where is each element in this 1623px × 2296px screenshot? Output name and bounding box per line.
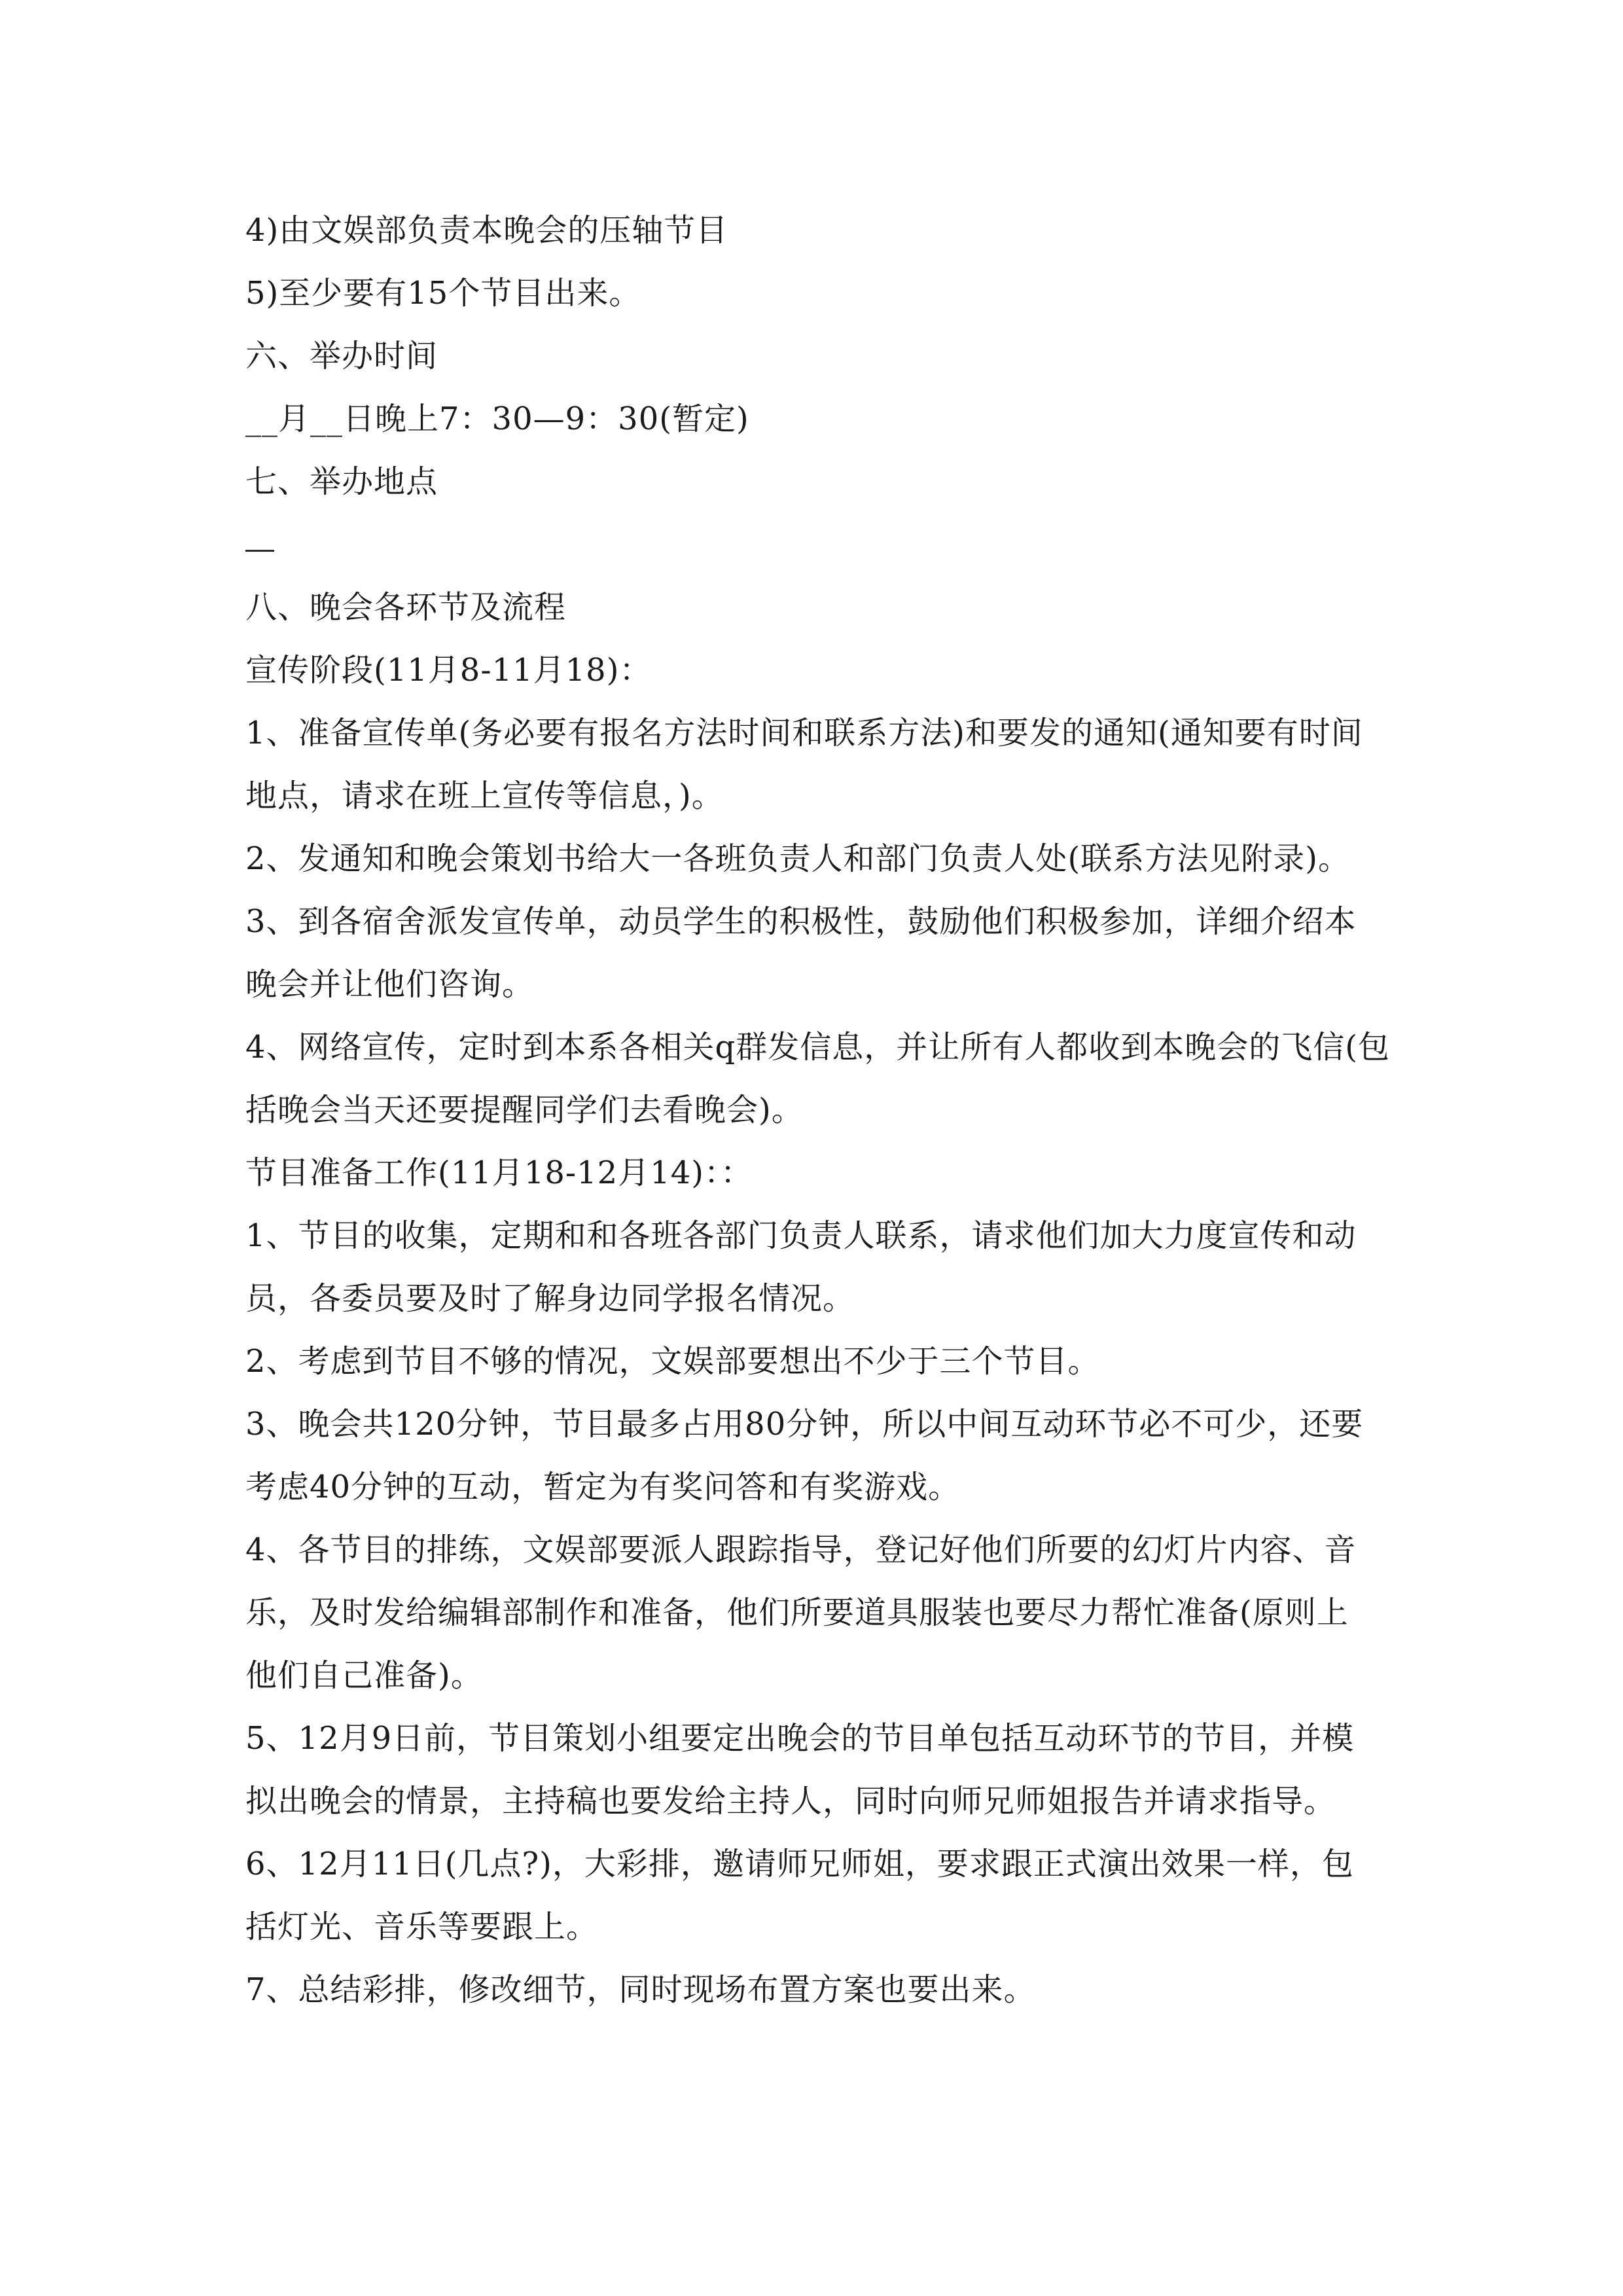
text-line: 2、考虑到节目不够的情况，文娱部要想出不少于三个节目。	[245, 1343, 1100, 1380]
text-line: 拟出晚会的情景，主持稿也要发给主持人，同时向师兄师姐报告并请求指导。	[245, 1783, 1336, 1820]
text-line: 括灯光、音乐等要跟上。	[245, 1909, 599, 1945]
text-line: 5、12月9日前，节目策划小组要定出晚会的节目单包括互动环节的节目，并模	[245, 1720, 1355, 1757]
text-line: 员，各委员要及时了解身边同学报名情况。	[245, 1280, 855, 1317]
blank-underline	[245, 550, 274, 552]
text-line: __月__日晚上7：30—9：30(暂定)	[245, 401, 749, 437]
text-line: 5)至少要有15个节目出来。	[245, 275, 641, 312]
text-line: 1、准备宣传单(务必要有报名方法时间和联系方法)和要发的通知(通知要有时间	[245, 715, 1363, 751]
text-line: 乐，及时发给编辑部制作和准备，他们所要道具服装也要尽力帮忙准备(原则上	[245, 1594, 1349, 1631]
text-line: 3、到各宿舍派发宣传单，动员学生的积极性，鼓励他们积极参加，详细介绍本	[245, 903, 1357, 940]
text-line: 括晚会当天还要提醒同学们去看晚会)。	[245, 1092, 804, 1128]
text-line: 1、节目的收集，定期和和各班各部门负责人联系，请求他们加大力度宣传和动	[245, 1217, 1357, 1254]
text-line: 考虑40分钟的互动，暂定为有奖问答和有奖游戏。	[245, 1469, 961, 1505]
subsection-heading: 节目准备工作(11月18-12月14)：：	[245, 1155, 753, 1191]
text-line: 晚会并让他们咨询。	[245, 966, 535, 1003]
section-heading: 八、晚会各环节及流程	[245, 589, 567, 626]
text-line: 4、各节目的排练，文娱部要派人跟踪指导，登记好他们所要的幻灯片内容、音	[245, 1532, 1357, 1568]
text-line: 4)由文娱部负责本晚会的压轴节目	[245, 212, 728, 249]
text-line: 6、12月11日(几点?)，大彩排，邀请师兄师姐，要求跟正式演出效果一样，包	[245, 1846, 1354, 1882]
text-line: 7、总结彩排，修改细节，同时现场布置方案也要出来。	[245, 1971, 1036, 2008]
section-heading: 七、举办地点	[245, 463, 438, 500]
text-line: 4、网络宣传，定时到本系各相关q群发信息，并让所有人都收到本晚会的飞信(包	[245, 1029, 1390, 1066]
text-line: 他们自己准备)。	[245, 1657, 483, 1694]
document-body	[245, 199, 1390, 2021]
text-line: 3、晚会共120分钟，节目最多占用80分钟，所以中间互动环节必不可少，还要	[245, 1406, 1364, 1443]
blank-location-line	[245, 513, 1384, 576]
text-line: 地点，请求在班上宣传等信息，)。	[245, 778, 724, 814]
text-line: 2、发通知和晚会策划书给大一各班负责人和部门负责人处(联系方法见附录)。	[245, 840, 1350, 877]
subsection-heading: 宣传阶段(11月8-11月18)：	[245, 652, 652, 689]
section-heading: 六、举办时间	[245, 338, 438, 374]
